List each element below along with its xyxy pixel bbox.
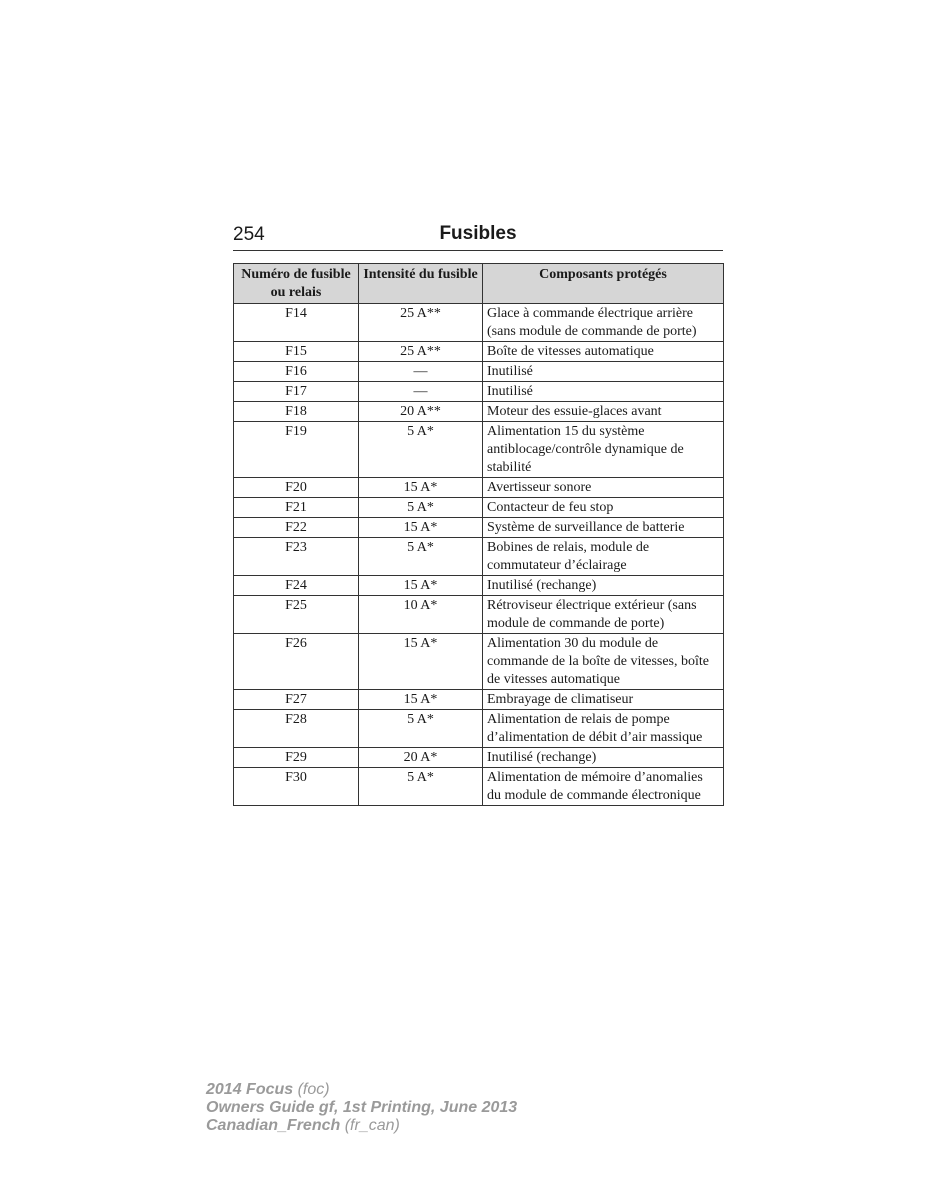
table-row: [234, 596, 724, 634]
footer-line-1: [206, 1081, 517, 1099]
table-row: [234, 498, 724, 518]
fuse-number-cell: F26: [234, 634, 359, 690]
protected-component-cell: Système de surveillance de batterie: [483, 518, 724, 538]
footer-model: 2014 Focus: [206, 1081, 294, 1098]
fuse-number-cell: F25: [234, 596, 359, 634]
page-header: [233, 222, 723, 251]
fuse-amperage-cell: 5 A*: [359, 498, 483, 518]
fuse-amperage-cell: 20 A**: [359, 402, 483, 422]
fuse-number-cell: F15: [234, 342, 359, 362]
fuse-table: [233, 263, 724, 806]
fuse-amperage-cell: 15 A*: [359, 478, 483, 498]
table-row: [234, 362, 724, 382]
fuse-number-cell: F27: [234, 690, 359, 710]
protected-component-cell: Avertisseur sonore: [483, 478, 724, 498]
footer-language-code: (fr_can): [340, 1117, 400, 1134]
fuse-number-cell: F30: [234, 768, 359, 806]
column-header-protected-components: Composants protégés: [483, 264, 724, 304]
protected-component-cell: Moteur des essuie-glaces avant: [483, 402, 724, 422]
fuse-amperage-cell: 5 A*: [359, 710, 483, 748]
table-row: [234, 422, 724, 478]
fuse-amperage-cell: 25 A**: [359, 342, 483, 362]
fuse-number-cell: F23: [234, 538, 359, 576]
protected-component-cell: Inutilisé: [483, 382, 724, 402]
protected-component-cell: Embrayage de climatiseur: [483, 690, 724, 710]
table-header-row: [234, 264, 724, 304]
table-row: [234, 576, 724, 596]
protected-component-cell: Inutilisé (rechange): [483, 748, 724, 768]
column-header-fuse-amperage: Intensité du fusible: [359, 264, 483, 304]
fuse-amperage-cell: 25 A**: [359, 304, 483, 342]
fuse-number-cell: F18: [234, 402, 359, 422]
protected-component-cell: Alimentation 30 du module de commande de la boîte de vitesses, boîte de vitesses automatique: [483, 634, 724, 690]
protected-component-cell: Alimentation de mémoire d’anomalies du module de commande électronique: [483, 768, 724, 806]
fuse-amperage-cell: —: [359, 382, 483, 402]
fuse-amperage-cell: 15 A*: [359, 518, 483, 538]
table-row: [234, 342, 724, 362]
fuse-amperage-cell: 20 A*: [359, 748, 483, 768]
fuse-amperage-cell: 10 A*: [359, 596, 483, 634]
table-row: [234, 478, 724, 498]
fuse-number-cell: F17: [234, 382, 359, 402]
protected-component-cell: Glace à commande électrique arrière (sans module de commande de porte): [483, 304, 724, 342]
page-title: Fusibles: [439, 223, 517, 244]
table-row: [234, 382, 724, 402]
fuse-amperage-cell: 5 A*: [359, 422, 483, 478]
footer-line-2: Owners Guide gf, 1st Printing, June 2013: [206, 1099, 518, 1116]
fuse-number-cell: F19: [234, 422, 359, 478]
protected-component-cell: Bobines de relais, module de commutateur d’éclairage: [483, 538, 724, 576]
fuse-number-cell: F28: [234, 710, 359, 748]
protected-component-cell: Inutilisé: [483, 362, 724, 382]
fuse-number-cell: F22: [234, 518, 359, 538]
table-row: [234, 538, 724, 576]
protected-component-cell: Contacteur de feu stop: [483, 498, 724, 518]
table-row: [234, 768, 724, 806]
protected-component-cell: Rétroviseur électrique extérieur (sans module de commande de porte): [483, 596, 724, 634]
protected-component-cell: Inutilisé (rechange): [483, 576, 724, 596]
fuse-number-cell: F14: [234, 304, 359, 342]
fuse-number-cell: F16: [234, 362, 359, 382]
table-row: [234, 690, 724, 710]
fuse-amperage-cell: 5 A*: [359, 768, 483, 806]
fuse-amperage-cell: 15 A*: [359, 634, 483, 690]
footer: [206, 1081, 517, 1135]
table-row: [234, 634, 724, 690]
fuse-amperage-cell: —: [359, 362, 483, 382]
fuse-number-cell: F29: [234, 748, 359, 768]
footer-language: Canadian_French: [206, 1117, 341, 1134]
fuse-number-cell: F24: [234, 576, 359, 596]
table-row: [234, 402, 724, 422]
fuse-amperage-cell: 15 A*: [359, 690, 483, 710]
footer-model-code: (foc): [293, 1081, 330, 1098]
table-row: [234, 518, 724, 538]
fuse-number-cell: F20: [234, 478, 359, 498]
fuse-amperage-cell: 5 A*: [359, 538, 483, 576]
footer-line-3: [206, 1117, 517, 1135]
fuse-number-cell: F21: [234, 498, 359, 518]
protected-component-cell: Boîte de vitesses automatique: [483, 342, 724, 362]
protected-component-cell: Alimentation 15 du système antiblocage/contrôle dynamique de stabilité: [483, 422, 724, 478]
fuse-amperage-cell: 15 A*: [359, 576, 483, 596]
protected-component-cell: Alimentation de relais de pompe d’alimentation de débit d’air massique: [483, 710, 724, 748]
table-row: [234, 304, 724, 342]
column-header-fuse-number: Numéro de fusible ou relais: [234, 264, 359, 304]
table-row: [234, 710, 724, 748]
table-row: [234, 748, 724, 768]
fuse-table-body: [234, 304, 724, 806]
page-number: 254: [233, 224, 265, 245]
